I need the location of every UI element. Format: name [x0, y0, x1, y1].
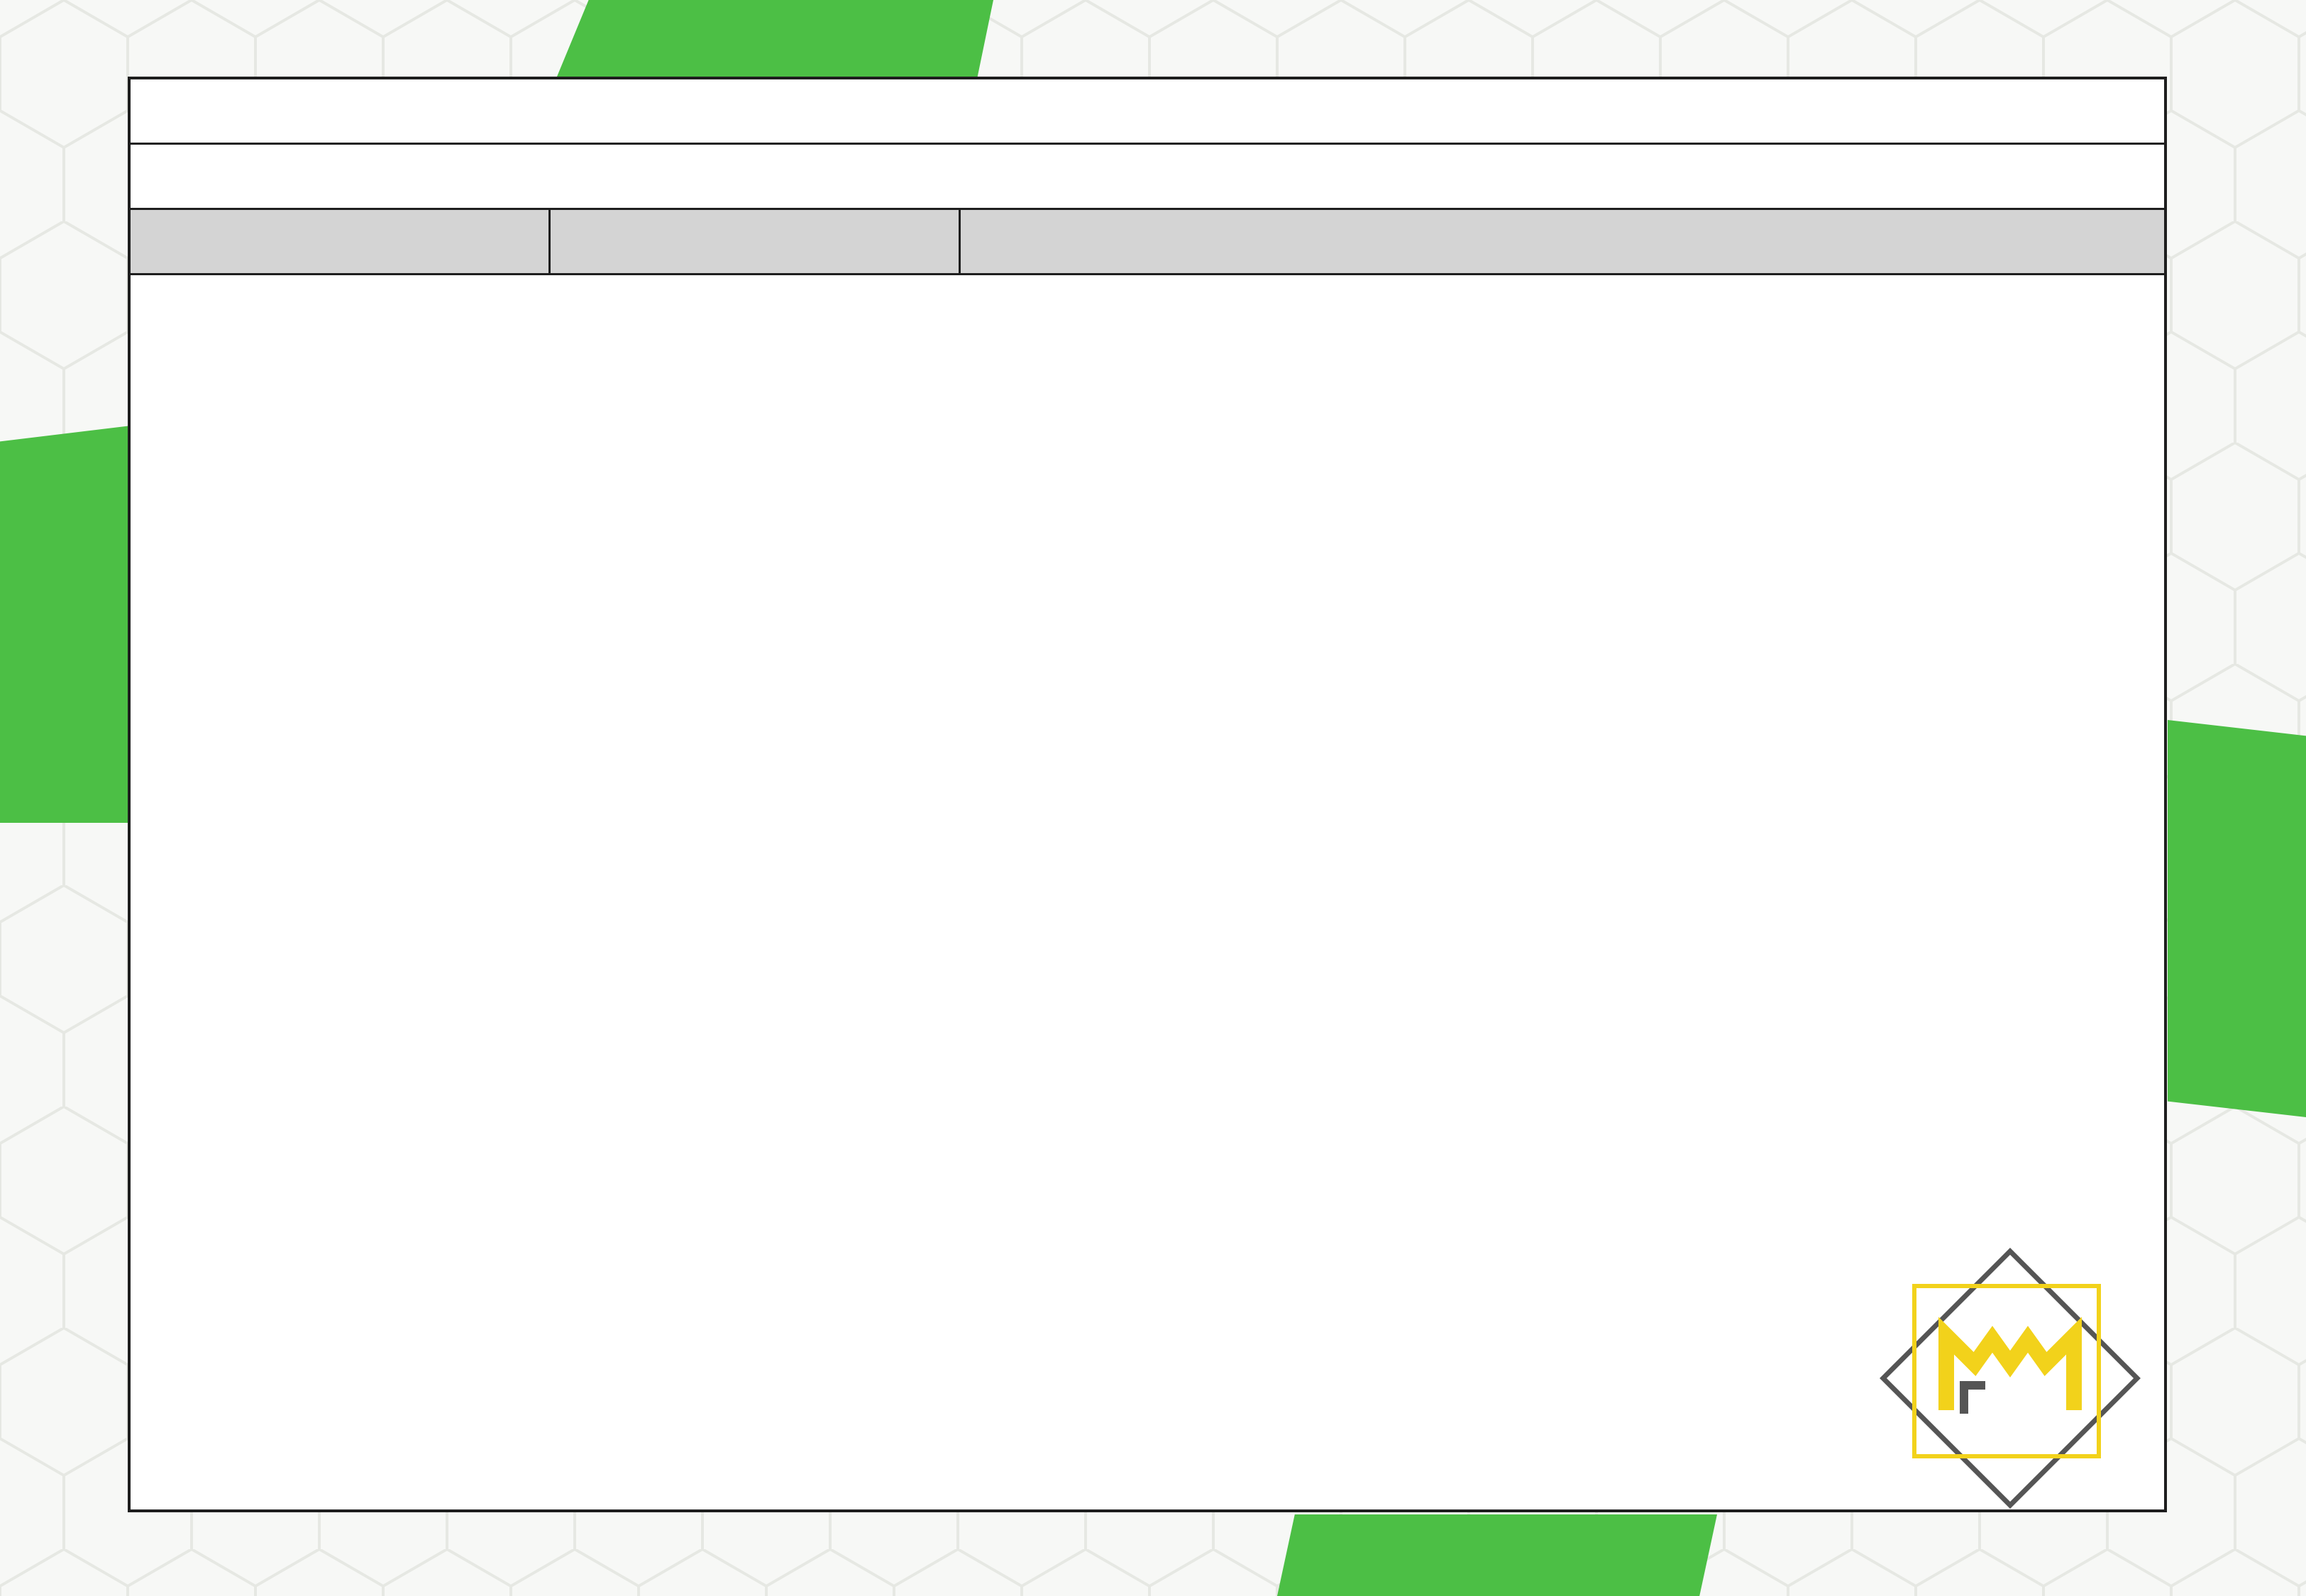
header-row [131, 210, 2164, 275]
table-title [131, 79, 2164, 145]
empty-row [131, 145, 2164, 210]
footer-note [131, 1450, 2164, 1512]
specification-table [128, 77, 2167, 1512]
mn-monogram-logo-icon [1879, 1247, 2141, 1509]
green-decor-top [553, 0, 993, 85]
green-decor-right [2168, 720, 2306, 1117]
header-gate-member [131, 210, 551, 273]
header-specification [961, 210, 2164, 273]
green-decor-left [0, 426, 131, 823]
green-decor-bottom [1277, 1514, 1717, 1596]
header-particulars [551, 210, 961, 273]
